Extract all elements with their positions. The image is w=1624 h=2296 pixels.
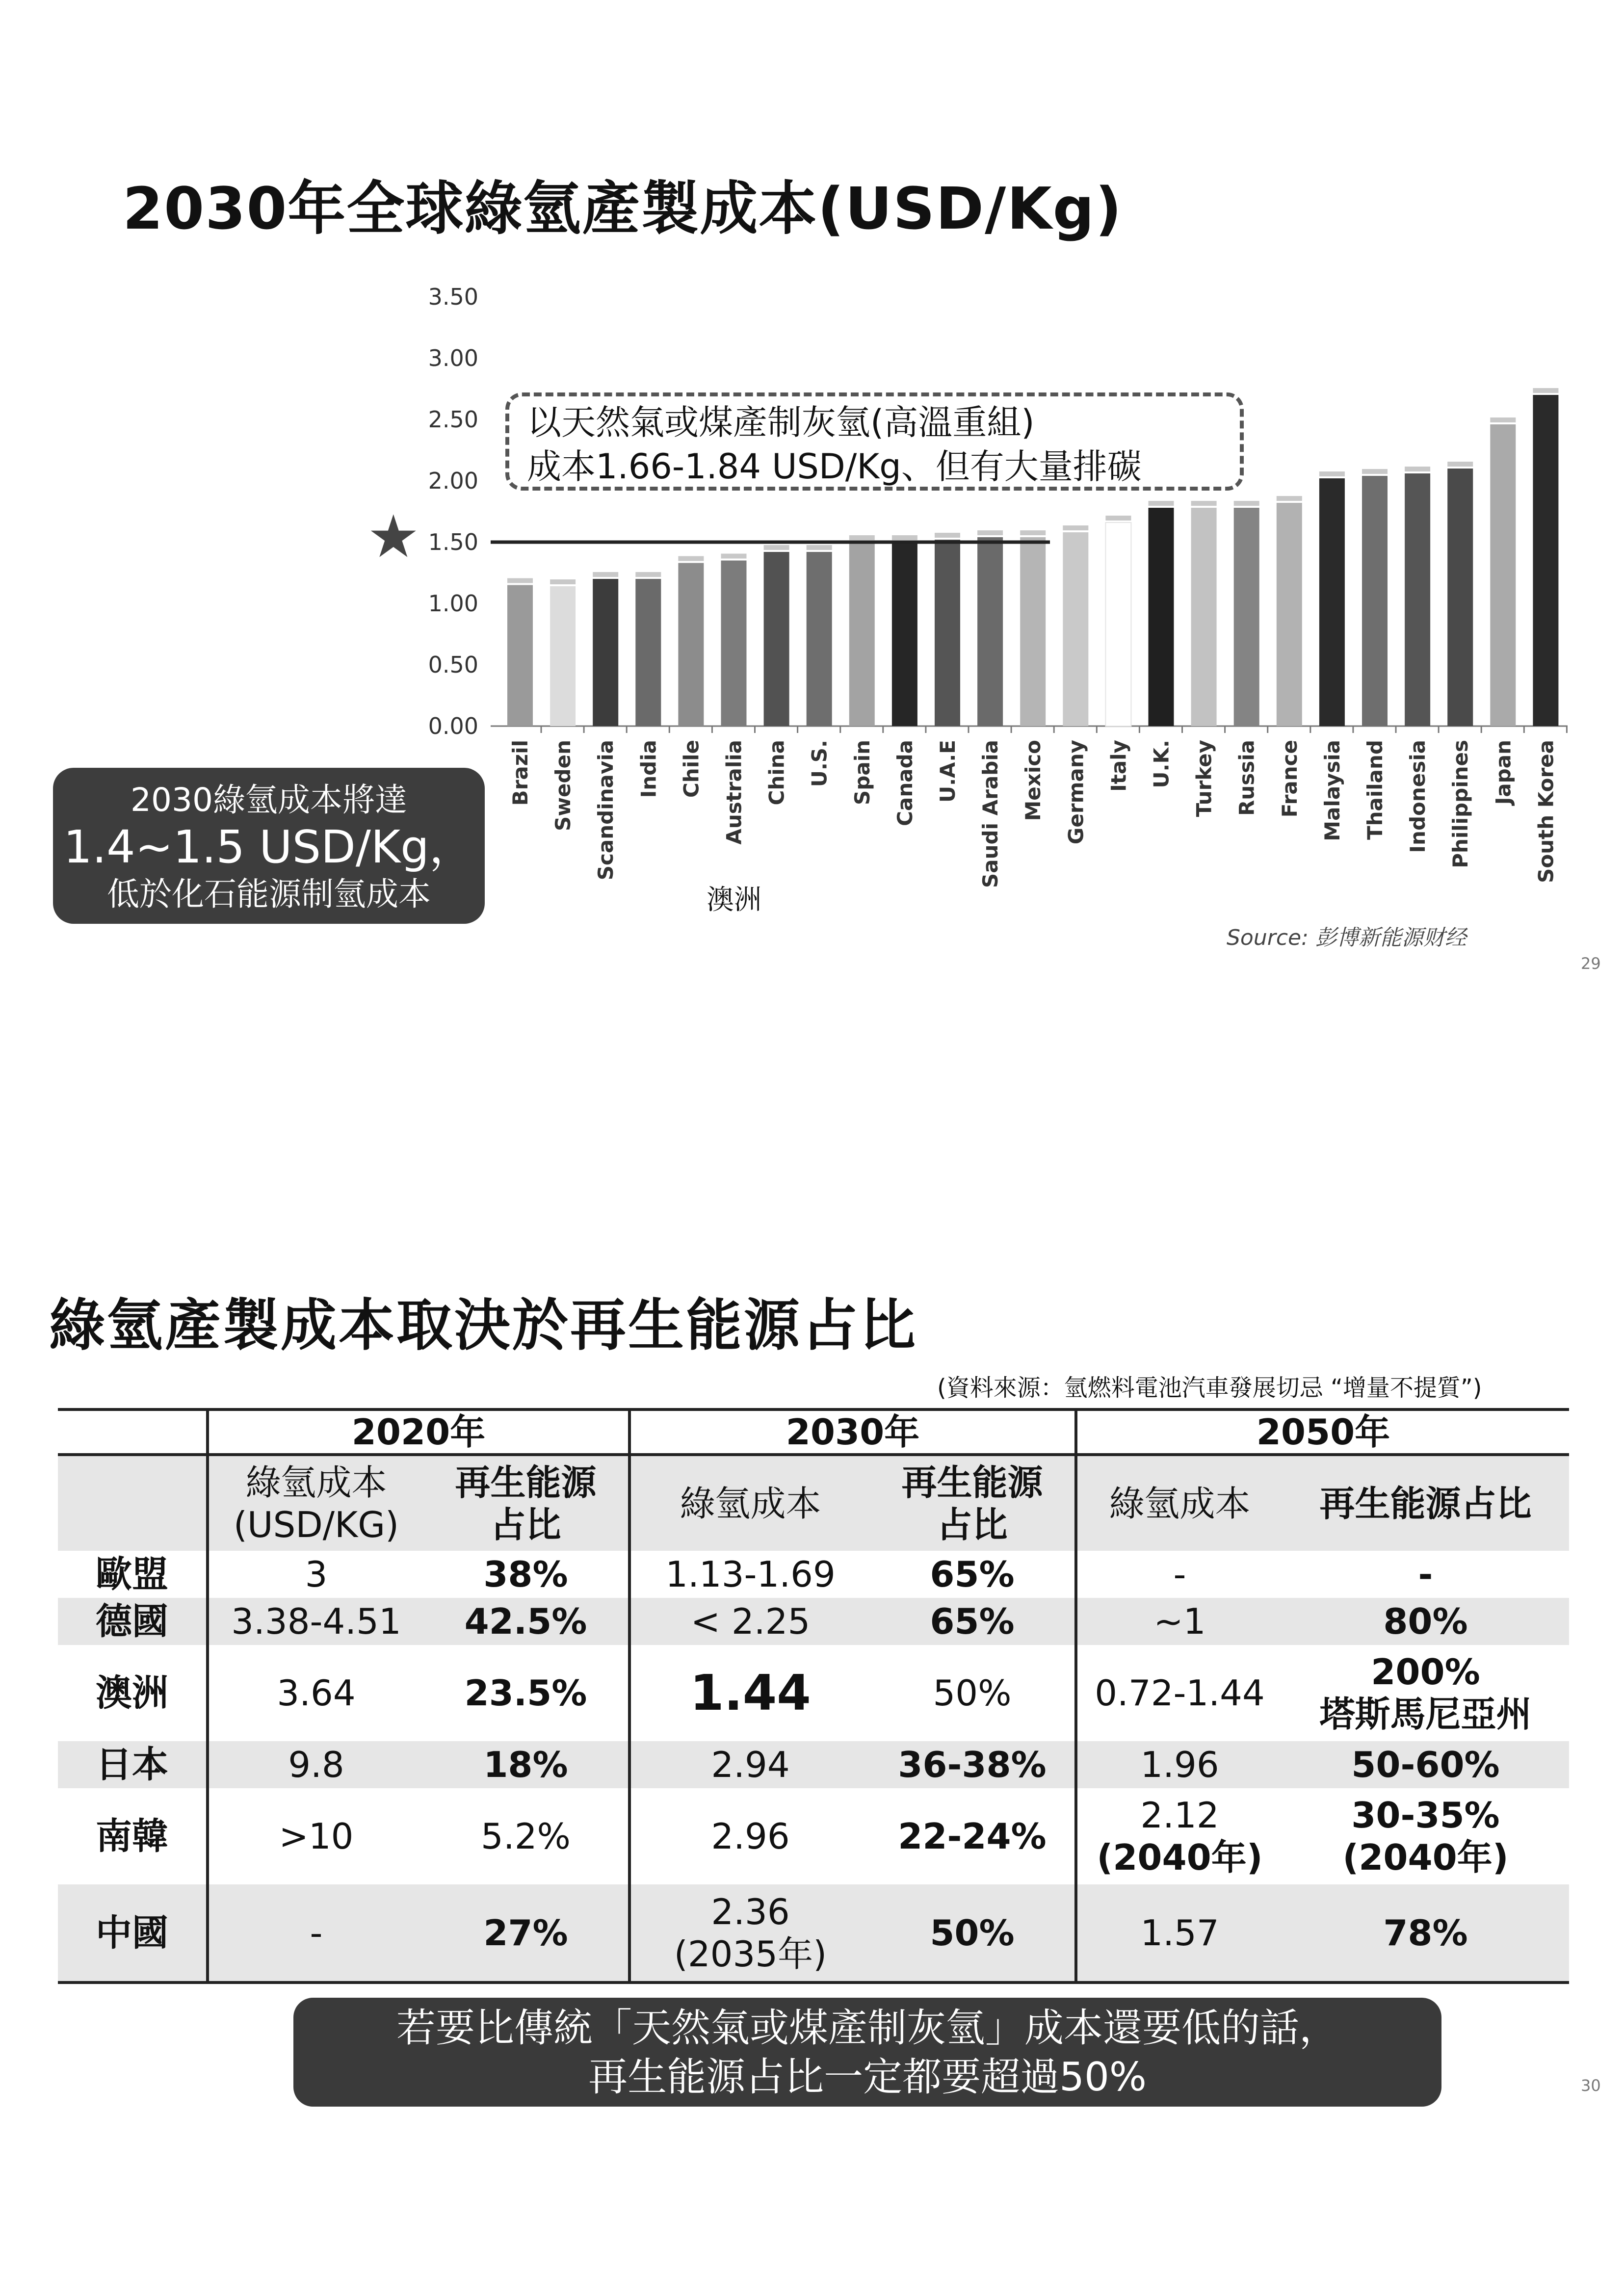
category-label: U.A.E [936, 740, 960, 803]
table-cell: 22-24% [898, 1816, 1047, 1857]
bar-saudi-arabia [977, 537, 1003, 726]
category-label: Spain [850, 740, 874, 805]
bar-u-k- [1149, 508, 1174, 726]
bar-canada [892, 542, 917, 726]
bar-cap [678, 556, 704, 561]
year-header-row [58, 1409, 1569, 1455]
table-cell: - [208, 1884, 423, 1983]
page-number-30: 30 [1581, 2076, 1601, 2095]
callout-line-1: 以天然氣或煤產制灰氫(高溫重組) [527, 402, 1035, 443]
bar-cap [1020, 530, 1046, 535]
table-cell: 42.5% [423, 1598, 629, 1645]
category-label: Philippines [1448, 740, 1473, 868]
table-cell [1076, 1788, 1282, 1884]
category-label: Mexico [1021, 740, 1046, 821]
table-cell: 36-38% [870, 1741, 1076, 1788]
bar-germany [1063, 532, 1088, 726]
table-cell: ~1 [1076, 1598, 1282, 1645]
bar-cap [849, 535, 875, 540]
table-cell: 23.5% [464, 1672, 587, 1714]
sub-ratio-2050: 再生能源占比 [1282, 1455, 1569, 1551]
category-label: Russia [1234, 740, 1259, 816]
sub-cost-2050: 綠氫成本 [1076, 1455, 1282, 1551]
cell-line: 2.12 [1140, 1795, 1219, 1836]
y-tick-label: 1.00 [428, 590, 478, 617]
country-eu: 歐盟 [96, 1553, 168, 1595]
summary-box [53, 768, 485, 924]
bar-cap [1319, 471, 1345, 476]
table-cell [1282, 1645, 1569, 1741]
table-cell: 50% [933, 1672, 1012, 1714]
y-tick-label: 3.00 [428, 345, 478, 371]
category-label: Australia [722, 740, 746, 845]
bar-cap [1063, 525, 1088, 530]
category-label: U.K. [1149, 740, 1174, 788]
page-number-29: 29 [1581, 954, 1601, 973]
table-row [58, 1884, 1569, 1983]
table-cell: 1.13-1.69 [629, 1551, 870, 1598]
table-cell: 18% [423, 1741, 629, 1788]
country-germany: 德國 [58, 1598, 208, 1645]
bar-australia [721, 561, 747, 727]
table-cell: 0.72-1.44 [1076, 1645, 1282, 1741]
bar-thailand [1362, 476, 1388, 726]
bar-sweden [550, 586, 576, 726]
bar-cap [593, 572, 618, 577]
category-label: Chile [679, 740, 704, 798]
conclusion-banner [293, 1998, 1441, 2107]
table-cell: 50% [870, 1884, 1076, 1983]
bar-cap [1105, 516, 1131, 521]
bar-u-a-e [935, 540, 960, 726]
callout-line-2: 成本1.66-1.84 USD/Kg、但有大量排碳 [527, 446, 1142, 487]
table-source-note: (資料來源：氫燃料電池汽車發展切忌 “增量不提質”) [937, 1374, 1482, 1402]
bar-chile [678, 563, 704, 727]
bar-cap [1447, 462, 1473, 467]
table-row [58, 1645, 1569, 1741]
cell-line: (2040年) [1342, 1837, 1509, 1878]
category-label: Japan [1491, 740, 1516, 805]
category-label: Saudi Arabia [978, 740, 1003, 888]
sub-ratio-2030-line1: 再生能源 [901, 1461, 1043, 1503]
banner-line-1: 若要比傳統「天然氣或煤產制灰氫」成本還要低的話， [396, 2005, 1338, 2051]
summary-line-1: 2030綠氫成本將達 [131, 781, 407, 819]
bar-cap [807, 545, 832, 550]
category-label: Scandinavia [594, 740, 618, 881]
table-cell: 80% [1282, 1598, 1569, 1645]
table-cell: 3 [208, 1551, 423, 1598]
table-cell: 2.94 [629, 1741, 870, 1788]
table-cell: 50-60% [1282, 1741, 1569, 1788]
bar-turkey [1191, 508, 1217, 726]
category-label: Malaysia [1320, 740, 1344, 841]
category-label: Italy [1106, 740, 1131, 792]
bar-spain [849, 542, 875, 726]
table-cell-highlight: 1.44 [629, 1645, 870, 1741]
bar-cap [977, 530, 1003, 535]
bar-cap [1362, 469, 1388, 474]
bar-south-korea [1533, 395, 1558, 726]
bar-india [635, 579, 661, 726]
table-cell [629, 1884, 870, 1983]
bar-mexico [1020, 537, 1046, 726]
category-label: Thailand [1363, 740, 1387, 840]
category-label: Germany [1064, 740, 1088, 845]
category-label: China [764, 740, 789, 806]
bar-cap [764, 545, 789, 550]
bar-scandinavia [593, 579, 618, 726]
category-label: South Korea [1534, 740, 1558, 883]
star-icon: ★ [367, 503, 420, 571]
summary-line-2: 1.4~1.5 USD/Kg， [63, 821, 474, 873]
country-japan: 日本 [58, 1741, 208, 1788]
bar-brazil [507, 585, 533, 727]
y-tick-label: 2.50 [428, 406, 478, 433]
cell-line: (2035年) [674, 1933, 827, 1975]
category-label: Turkey [1192, 740, 1216, 817]
category-label: U.S. [807, 740, 832, 787]
bar-cap [635, 572, 661, 577]
cell-line: 30-35% [1351, 1795, 1500, 1836]
bar-cap [1405, 467, 1430, 471]
table-cell: 5.2% [481, 1816, 571, 1857]
summary-line-3: 低於化石能源制氫成本 [107, 875, 431, 913]
bar-cap [1277, 496, 1302, 501]
bar-cap [1191, 501, 1217, 506]
country-china: 中國 [58, 1884, 208, 1983]
bar-japan [1490, 424, 1516, 726]
y-tick-label: 3.50 [428, 284, 478, 310]
bar-cap [1490, 417, 1516, 422]
y-tick-label: 2.00 [428, 468, 478, 494]
table-cell: - [1076, 1551, 1282, 1598]
bar-cap [935, 533, 960, 538]
sub-cost-2030: 綠氫成本 [629, 1455, 870, 1551]
y-tick-label: 1.50 [428, 529, 478, 555]
sub-ratio-2030 [870, 1455, 1076, 1551]
country-korea: 南韓 [96, 1815, 168, 1857]
y-tick-label: 0.50 [428, 652, 478, 678]
sub-cost-2020-line2: (USD/KG) [233, 1504, 399, 1545]
bar-cap [507, 578, 533, 583]
sub-ratio-2020 [423, 1455, 629, 1551]
bar-cap [892, 535, 917, 540]
bar-cap [1149, 501, 1174, 506]
sub-ratio-2020-line1: 再生能源 [455, 1461, 597, 1503]
table-cell: 1.57 [1076, 1884, 1282, 1983]
year-2030: 2030年 [629, 1409, 1076, 1455]
table-cell: 78% [1282, 1884, 1569, 1983]
table-cell [1282, 1788, 1569, 1884]
sub-ratio-2030-line2: 占比 [937, 1504, 1008, 1545]
bar-cap [1533, 388, 1558, 393]
country-australia: 澳洲 [96, 1672, 168, 1714]
category-label: Canada [892, 740, 917, 826]
cell-line: (2040年) [1097, 1837, 1263, 1878]
table-cell: 65% [870, 1598, 1076, 1645]
year-2020: 2020年 [208, 1409, 629, 1455]
chart-title: 2030年全球綠氫產製成本(USD/Kg) [123, 175, 1123, 242]
category-label: France [1277, 740, 1302, 818]
bar-russia [1234, 508, 1259, 726]
table-row [58, 1741, 1569, 1788]
sub-cost-2020-line1: 綠氫成本 [245, 1461, 387, 1503]
bar-italy [1105, 522, 1131, 726]
category-label: Brazil [508, 740, 532, 806]
bar-malaysia [1319, 478, 1345, 726]
table-cell: 3.64 [208, 1645, 423, 1741]
table-cell: 27% [423, 1884, 629, 1983]
australia-label: 澳洲 [707, 884, 761, 916]
y-tick-label: 0.00 [428, 713, 478, 739]
sub-header-row [58, 1455, 1569, 1551]
bar-china [764, 552, 789, 726]
bar-cap [550, 579, 576, 584]
bar-philippines [1447, 469, 1473, 726]
cell-line: 2.36 [711, 1891, 790, 1932]
table-cell: 1.96 [1076, 1741, 1282, 1788]
category-label: Sweden [551, 740, 576, 831]
bar-indonesia [1405, 473, 1430, 726]
sub-ratio-2020-line2: 占比 [490, 1504, 561, 1545]
bar-u-s- [807, 552, 832, 726]
table-row [58, 1788, 1569, 1884]
table-cell: - [1418, 1554, 1433, 1595]
table-cell: 3.38-4.51 [208, 1598, 423, 1645]
cost-table [58, 1408, 1569, 1984]
source-note: Source: 彭博新能源财经 [1227, 925, 1467, 950]
table-cell: 38% [483, 1554, 568, 1595]
bar-cap [1234, 501, 1259, 506]
bar-cap [721, 554, 747, 559]
empty-sub [58, 1455, 208, 1551]
category-label: Indonesia [1406, 740, 1430, 853]
cell-line: 塔斯馬尼亞州 [1319, 1694, 1532, 1735]
table-row [58, 1598, 1569, 1645]
table-row [58, 1551, 1569, 1598]
empty-corner [58, 1409, 208, 1455]
table-cell: >10 [208, 1788, 423, 1884]
category-label: India [636, 740, 661, 798]
bar-france [1277, 503, 1302, 726]
table-title: 綠氫產製成本取決於再生能源占比 [49, 1293, 918, 1358]
year-2050: 2050年 [1076, 1409, 1569, 1455]
sub-cost-2020 [208, 1455, 423, 1551]
banner-line-2: 再生能源占比一定都要超過50% [588, 2054, 1147, 2100]
grey-hydrogen-callout [505, 392, 1244, 491]
cell-line: 200% [1371, 1651, 1480, 1693]
table-cell: 9.8 [208, 1741, 423, 1788]
table-cell: < 2.25 [629, 1598, 870, 1645]
table-cell: 65% [930, 1554, 1015, 1595]
table-cell: 2.96 [629, 1788, 870, 1884]
